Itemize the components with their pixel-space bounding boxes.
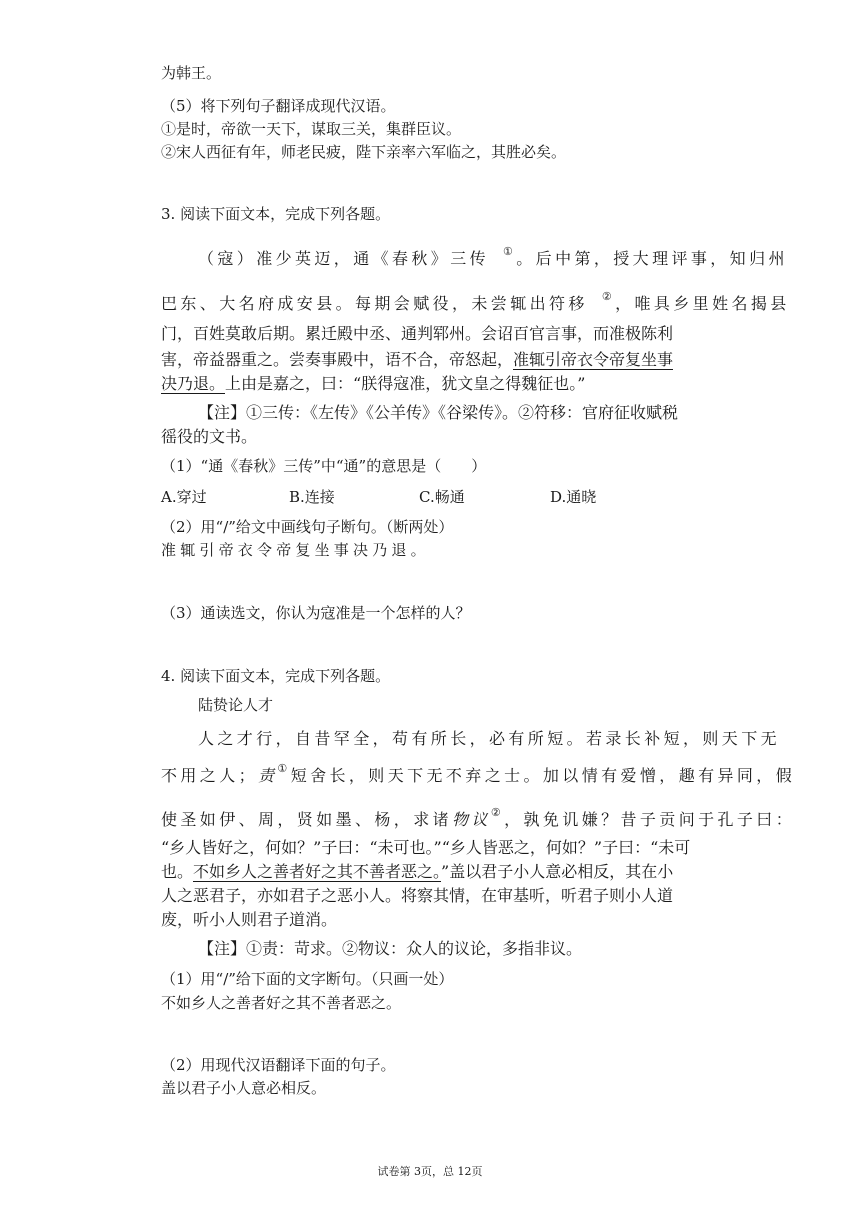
q3-passage-text: ，唯具乡里姓名揭县 bbox=[615, 294, 790, 313]
footnote-marker-2: ② bbox=[490, 806, 505, 819]
q3-passage-line-4 bbox=[161, 352, 673, 368]
footnote-marker-1: ① bbox=[277, 762, 291, 775]
q4-passage-line-6: 人之恶君子，亦如君子之恶小人。将察其情，在审基听，听君子则小人道 bbox=[161, 886, 674, 905]
option-b[interactable]: B.连接 bbox=[289, 488, 335, 506]
q4-sub1-text: 不如乡人之善者好之其不善者恶之。 bbox=[161, 994, 402, 1012]
q4-passage-line-2 bbox=[161, 762, 796, 785]
q3-passage-text: （寇）准少英迈，通《春秋》三传 bbox=[198, 249, 490, 268]
q3-sub3-label: （3）通读选文，你认为寇准是一个怎样的人？ bbox=[161, 604, 471, 622]
q2-sub5-item-1: ①是时，帝欲一天下，谋取三关，集群臣议。 bbox=[161, 120, 462, 138]
q2-sub5-item-2: ②宋人西征有年，师老民疲，陛下亲率六军临之，其胜必矣。 bbox=[161, 143, 567, 161]
q3-sub2-text: 准辄引帝衣令帝复坐事决乃退。 bbox=[161, 541, 430, 559]
q4-passage-text: 短舍长，则天下无不弃之士。加以情有爱憎，趣有异同，假 bbox=[290, 766, 796, 785]
q3-heading: 3. 阅读下面文本，完成下列各题。 bbox=[161, 205, 391, 223]
q3-passage-line-2 bbox=[161, 290, 790, 313]
q4-passage-line-1: 人之才行，自昔罕全，苟有所长，必有所短。若录长补短，则天下无 bbox=[198, 729, 781, 748]
q4-passage-text: 也。 bbox=[161, 862, 194, 881]
q2-sub5-label: （5）将下列句子翻译成现代汉语。 bbox=[161, 97, 396, 115]
q3-sub2-label: （2）用“/”给文中画线句子断句。（断两处） bbox=[161, 518, 454, 536]
q3-underlined-sentence: 准辄引帝衣令帝复坐事 bbox=[513, 350, 674, 369]
q3-options-row bbox=[0, 490, 860, 510]
q4-passage-text: ，孰免讥嫌？昔子贡问于孔子曰： bbox=[504, 810, 796, 829]
q3-note-line-2: 徭役的文书。 bbox=[161, 427, 258, 446]
footnote-marker-2: ② bbox=[601, 290, 616, 303]
q3-passage-text: 上由是嘉之，曰：“朕得寇准，犹文皇之得魏征也。” bbox=[225, 374, 586, 393]
q3-passage-line-5 bbox=[161, 376, 585, 392]
q4-passage-text: 不用之人； bbox=[161, 766, 259, 785]
q4-title: 陆贽论人才 bbox=[198, 696, 274, 714]
q4-heading: 4. 阅读下面文本，完成下列各题。 bbox=[161, 667, 391, 685]
option-a[interactable]: A.穿过 bbox=[161, 488, 207, 506]
q3-sub1-label: （1）“通《春秋》三传”中“通”的意思是（ ） bbox=[161, 457, 487, 475]
q4-note: 【注】①责：苛求。②物议：众人的议论，多指非议。 bbox=[198, 939, 583, 958]
page-footer: 试卷第 3页，总 12页 bbox=[377, 1165, 483, 1178]
q3-passage-text: 害，帝益器重之。尝奏事殿中，语不合，帝怒起， bbox=[161, 350, 514, 369]
q4-passage-line-3 bbox=[161, 806, 796, 829]
q3-passage-line-3: 门，百姓莫敢后期。累迁殿中丞、通判郓州。会诏百官言事，而准极陈利 bbox=[161, 324, 674, 343]
q4-annotated-word-1: 责 bbox=[258, 766, 278, 785]
q2-line-top: 为韩王。 bbox=[161, 64, 222, 82]
q4-passage-text: 使圣如伊、周，贤如墨、杨，求诸 bbox=[161, 810, 453, 829]
q4-passage-line-7: 废，听小人则君子道消。 bbox=[161, 910, 338, 929]
q3-passage-text: 。后中第，授大理评事，知归州 bbox=[516, 249, 788, 268]
q4-annotated-word-2: 物议 bbox=[452, 810, 491, 829]
option-d[interactable]: D.通晓 bbox=[550, 488, 597, 506]
footnote-marker-1: ① bbox=[503, 245, 517, 258]
q4-sub2-text: 盖以君子小人意必相反。 bbox=[161, 1079, 327, 1097]
q4-passage-line-5 bbox=[161, 864, 673, 880]
q3-note-line-1: 【注】①三传：《左传》《公羊传》《谷梁传》。②符移：官府征收赋税 bbox=[198, 403, 679, 422]
q3-underlined-sentence-end: 决乃退。 bbox=[161, 374, 226, 393]
q3-passage-line-1 bbox=[198, 245, 788, 268]
q4-sub1-label: （1）用“/”给下面的文字断句。（只画一处） bbox=[161, 970, 454, 988]
q3-passage-text: 巴东、大名府成安县。每期会赋役，未尝辄出符移 bbox=[161, 294, 588, 313]
option-c[interactable]: C.畅通 bbox=[419, 488, 465, 506]
q4-passage-line-4: “乡人皆好之，何如？”子曰：“未可也。”“乡人皆恶之，何如？”子曰：“未可 bbox=[161, 838, 691, 857]
q4-sub2-label: （2）用现代汉语翻译下面的句子。 bbox=[161, 1056, 396, 1074]
q4-passage-text: ”盖以君子小人意必相反，其在小 bbox=[441, 862, 674, 881]
q4-underlined-sentence: 不如乡人之善者好之其不善者恶之。 bbox=[193, 862, 442, 881]
